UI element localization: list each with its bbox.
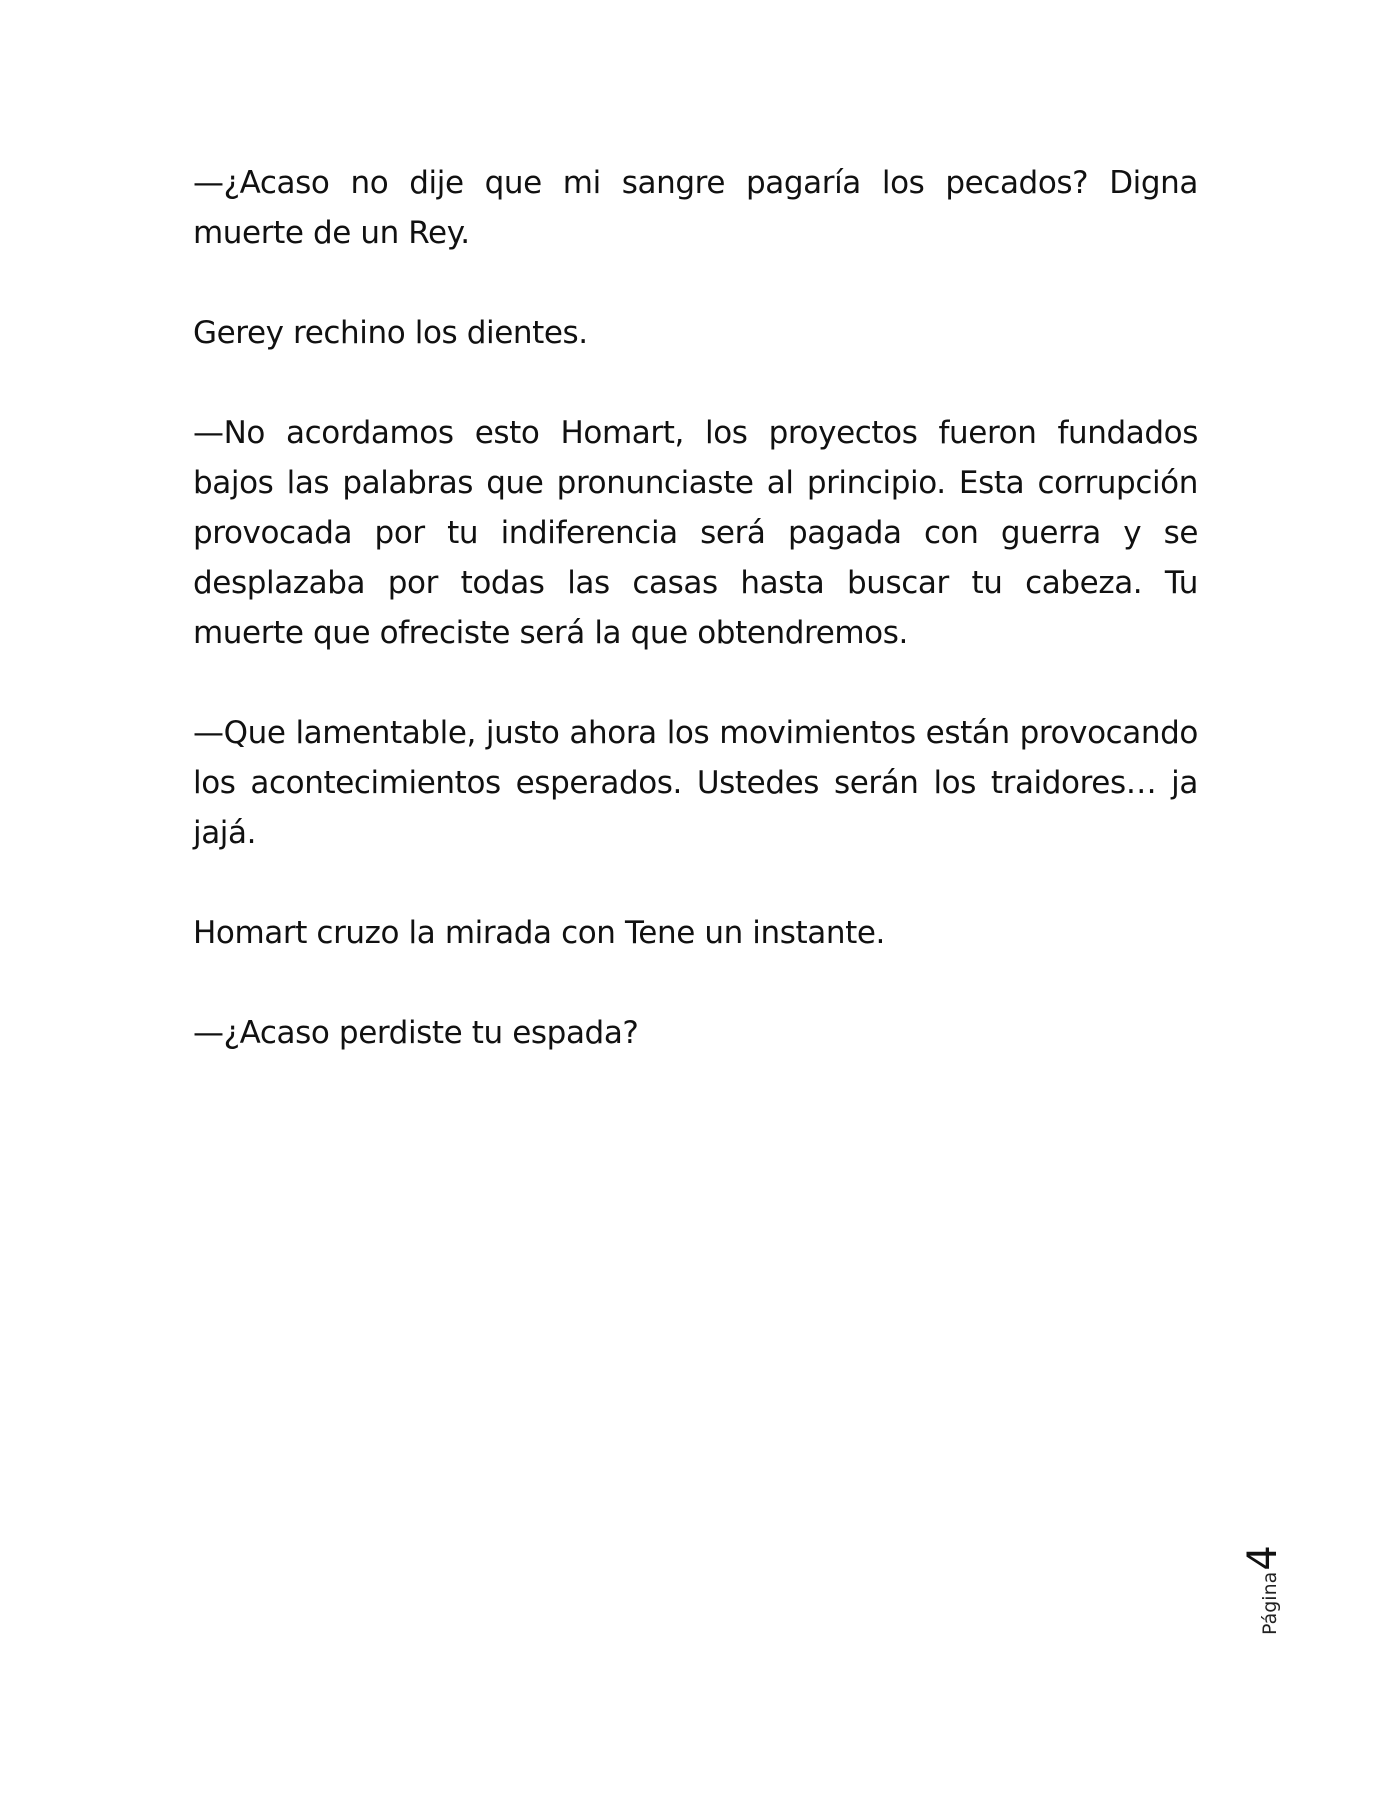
body-text [193, 158, 1198, 1108]
page-label: Página [1259, 1571, 1281, 1635]
paragraph-6: —¿Acaso perdiste tu espada? [193, 1015, 639, 1051]
page-number [1240, 1475, 1300, 1635]
paragraph-2: Gerey rechino los dientes. [193, 315, 588, 351]
paragraph-5: Homart cruzo la mirada con Tene un instante. [193, 915, 885, 951]
paragraph-1: —¿Acaso no dije que mi sangre pagaría los pecados? Digna muerte de un Rey. [193, 165, 1198, 251]
paragraph-3: —No acordamos esto Homart, los proyectos fueron fundados bajos las palabras que pronunciaste al principio. Esta corrupción provocada por tu indiferencia será pagada con guerra y se desplazaba por todas las casas hasta buscar tu cabeza. Tu muerte que ofreciste será la que obtendremos. [193, 415, 1198, 651]
page-number-value: 4 [1240, 1545, 1286, 1571]
paragraph-4: —Que lamentable, justo ahora los movimientos están provocando los acontecimientos esperados. Ustedes serán los traidores… ja jajá. [193, 715, 1198, 851]
